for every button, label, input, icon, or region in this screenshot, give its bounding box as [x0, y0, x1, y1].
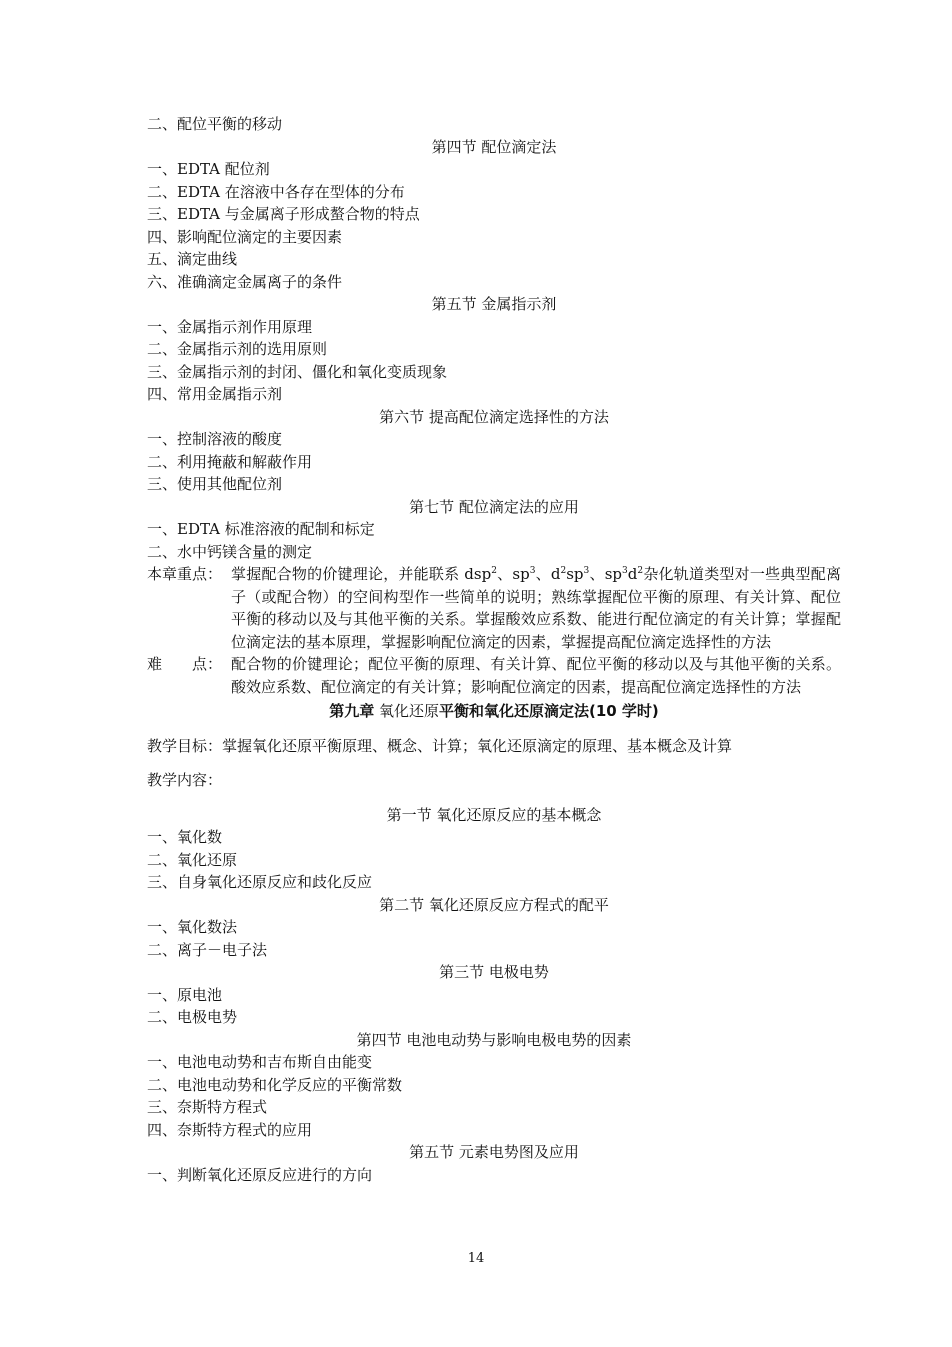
section-heading: 第四节 电池电动势与影响电极电势的因素 [356, 1030, 632, 1049]
list-item: 四、常用金属指示剂 [147, 385, 283, 403]
list-item: 二、电极电势 [147, 1008, 238, 1026]
section-list-top [147, 113, 841, 563]
list-item: 一、EDTA 配位剂 [147, 160, 270, 178]
list-item: 三、金属指示剂的封闭、僵化和氧化变质现象 [147, 362, 448, 381]
page-content [147, 113, 841, 1186]
section-heading: 第五节 金属指示剂 [431, 295, 557, 313]
teaching-objective: 教学目标：掌握氧化还原平衡原理、概念、计算；氧化还原滴定的原理、基本概念及计算 [147, 736, 733, 755]
list-item: 二、配位平衡的移动 [147, 115, 283, 133]
list-item: 六、准确滴定金属离子的条件 [147, 272, 343, 291]
teaching-content-label: 教学内容： [147, 771, 223, 789]
section-heading: 第五节 元素电势图及应用 [409, 1143, 579, 1161]
list-item: 三、使用其他配位剂 [147, 475, 283, 493]
key-points-label: 本章重点： [147, 565, 223, 583]
section-heading: 第四节 配位滴定法 [431, 137, 557, 156]
list-item: 四、影响配位滴定的主要因素 [147, 227, 343, 246]
key-points-block [147, 563, 841, 653]
chapter-heading: 第九章 氧化还原平衡和氧化还原滴定法(10 学时) [329, 702, 659, 720]
list-item: 一、控制溶液的酸度 [147, 430, 283, 448]
section-list-bottom [147, 804, 841, 1187]
section-heading: 第六节 提高配位滴定选择性的方法 [379, 407, 609, 426]
list-item: 三、EDTA 与金属离子形成螯合物的特点 [147, 205, 420, 223]
list-item: 一、氧化数 [147, 828, 223, 846]
difficulties-block [147, 653, 841, 698]
page-number: 14 [467, 1251, 485, 1266]
list-item: 五、滴定曲线 [147, 250, 238, 268]
list-item: 一、原电池 [147, 985, 223, 1004]
section-heading: 第七节 配位滴定法的应用 [409, 497, 579, 516]
key-points-text: 掌握配合物的价键理论，并能联系 dsp$^2$、$sp^3$、$d^2sp^3$、$sp^3d^2$杂化轨道类型对一些典型配离子（或配合物）的空间构型作一些简单的说明；熟练掌握配位平衡的原理、有关计算、配位平衡的移动以及与其他平衡的关系。掌握酸效应系数、能进行配位滴定的有关计算；掌握配位滴定法的基本原理，掌握影响配位滴定的因素，掌握提高配位滴定选择性的方法 [231, 565, 841, 651]
list-item: 二、EDTA 在溶液中各存在型体的分布 [147, 182, 405, 201]
list-item: 四、奈斯特方程式的应用 [147, 1120, 313, 1139]
list-item: 二、电池电动势和化学反应的平衡常数 [147, 1075, 403, 1094]
difficulties-label: 难 点： [147, 655, 223, 673]
section-heading: 第三节 电极电势 [439, 963, 549, 981]
list-item: 三、奈斯特方程式 [147, 1098, 268, 1116]
list-item: 一、电池电动势和吉布斯自由能变 [147, 1053, 373, 1071]
list-item: 二、水中钙镁含量的测定 [147, 542, 313, 561]
list-item: 二、利用掩蔽和解蔽作用 [147, 452, 313, 471]
section-heading: 第二节 氧化还原反应方程式的配平 [379, 895, 609, 914]
list-item: 一、EDTA 标准溶液的配制和标定 [147, 520, 375, 538]
list-item: 二、氧化还原 [147, 850, 238, 869]
list-item: 二、金属指示剂的选用原则 [147, 340, 328, 358]
list-item: 一、金属指示剂作用原理 [147, 317, 313, 336]
section-heading: 第一节 氧化还原反应的基本概念 [386, 805, 602, 824]
difficulties-text: 配合物的价键理论；配位平衡的原理、有关计算、配位平衡的移动以及与其他平衡的关系。酸效应系数、配位滴定的有关计算；影响配位滴定的因素，提高配位滴定选择性的方法 [231, 655, 841, 696]
list-item: 一、氧化数法 [147, 918, 238, 936]
list-item: 一、判断氧化还原反应进行的方向 [147, 1165, 373, 1184]
list-item: 三、自身氧化还原反应和歧化反应 [147, 873, 373, 891]
list-item: 二、离子－电子法 [147, 940, 268, 959]
